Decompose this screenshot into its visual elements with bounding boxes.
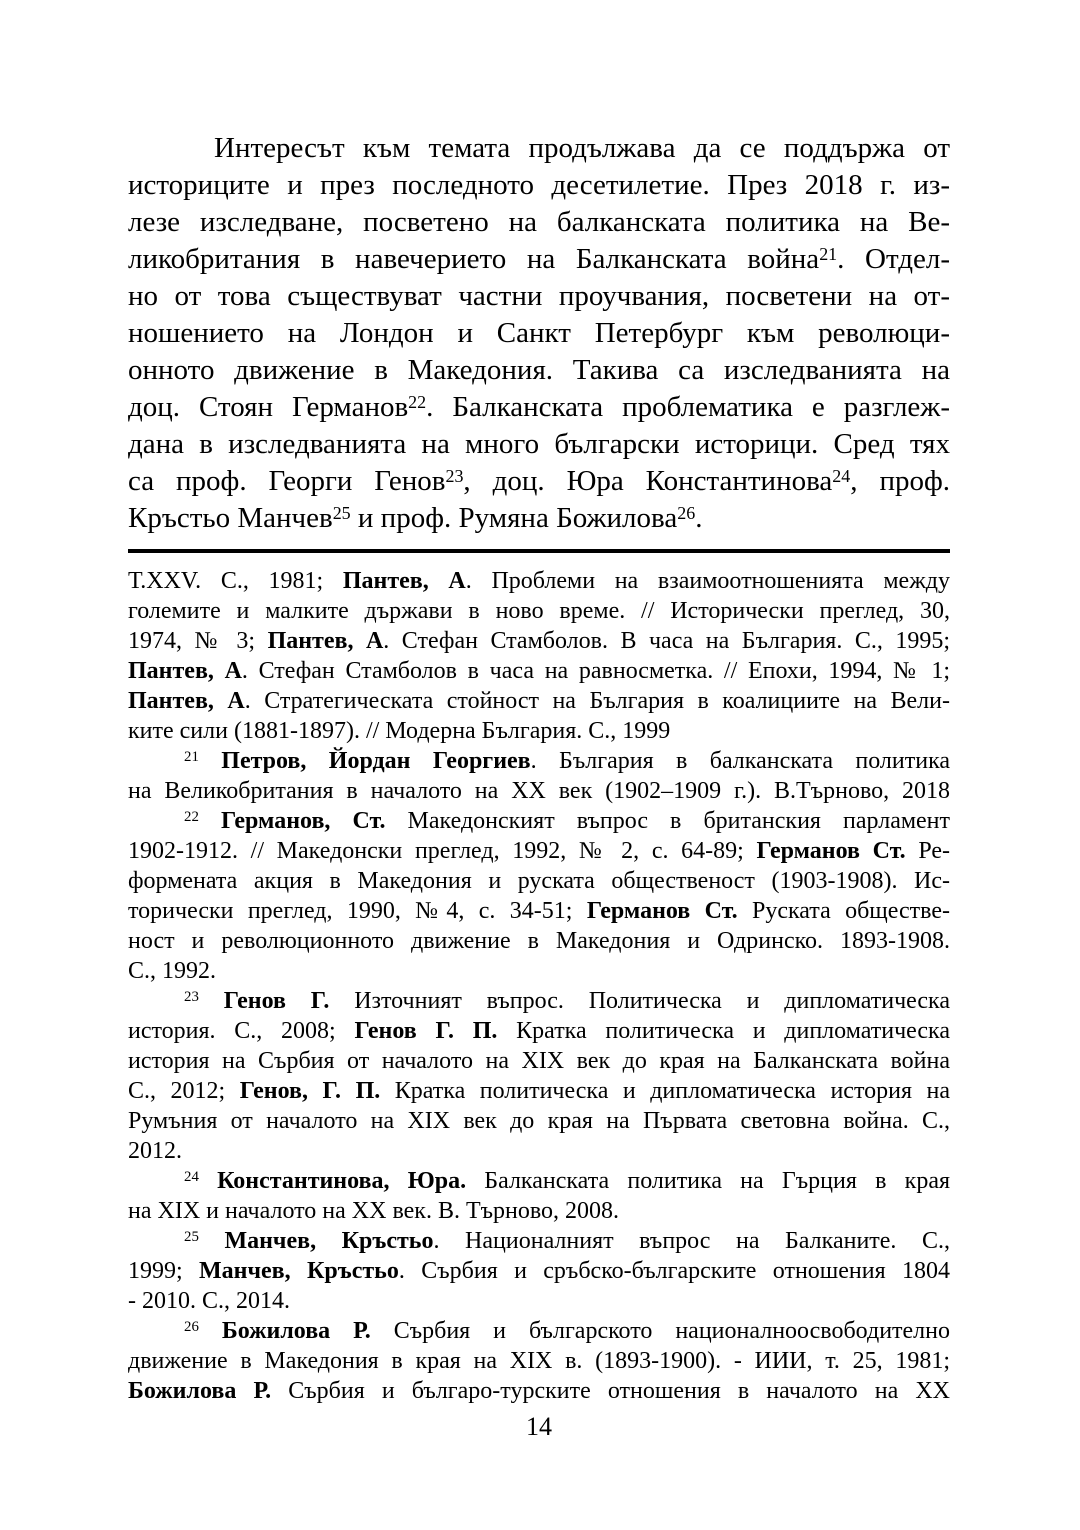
body-text-line — [128, 463, 950, 500]
text-run: Генов Г. — [223, 988, 330, 1014]
footnote-line — [128, 956, 950, 986]
text-run: Кратка политическа и дипломатическа история на — [380, 1078, 951, 1104]
text-run — [199, 1168, 217, 1194]
footnote-ref: 24 — [184, 1169, 199, 1186]
text-run: Германов, Ст. — [220, 808, 386, 834]
footnote-ref: 23 — [184, 989, 199, 1006]
text-run: Божилова Р. — [128, 1378, 272, 1404]
text-run: история на Сърбия от началото на XIX век до края на Балканската война — [128, 1048, 950, 1074]
text-run: . Стефан Стамболов в часа на равносметка. // Епохи, 1994, № 1; — [241, 658, 951, 684]
page-number: 14 — [526, 1412, 552, 1441]
footnote-line — [128, 926, 950, 956]
footnote-line — [128, 1286, 950, 1316]
body-text-line — [128, 167, 950, 204]
text-run: . Сърбия и сръбско-българските отношения 1804 — [398, 1258, 950, 1284]
text-run: . — [695, 502, 703, 534]
text-run: Германов Ст. — [756, 838, 906, 864]
footnote-line — [128, 1376, 950, 1406]
text-run — [199, 988, 224, 1014]
text-run: Константинова, Юра. — [217, 1168, 467, 1194]
text-run: . Стефан Стамболов. В часа на България. С., 1995; — [383, 628, 951, 654]
text-run: Македонският въпрос в британския парламент — [385, 808, 951, 834]
text-run: . България в балканската политика — [530, 748, 951, 774]
footnote-line — [128, 1016, 950, 1046]
body-text — [128, 130, 950, 537]
text-run: Кратка политическа и дипломатическа — [497, 1018, 951, 1044]
text-run: Т.XXV. С., 1981; — [128, 568, 343, 594]
text-run: историците и през последното десетилетие. През 2018 г. из- — [128, 169, 950, 201]
footnote-ref: 23 — [445, 465, 464, 486]
text-run: . Отдел- — [837, 243, 950, 275]
text-run: Кръстьо Манчев — [128, 502, 333, 534]
text-run: история. С., 2008; — [128, 1018, 355, 1044]
footnotes-section — [128, 566, 950, 1406]
footnote-ref: 26 — [184, 1319, 199, 1336]
text-run: Манчев, Кръстьо — [224, 1228, 434, 1254]
text-run: ликобритания в навечерието на Балканската война — [128, 243, 820, 275]
text-run: Сърбия и българо-турските отношения в началото на ХХ — [271, 1378, 950, 1404]
text-run: на XIX и началото на ХХ век. В. Търново, 2008. — [128, 1198, 620, 1224]
body-text-line — [128, 426, 950, 463]
footnote-line — [128, 776, 950, 806]
text-run: на Великобритания в началото на ХХ век (1902–1909 г.). В.Търново, 2018 — [128, 778, 950, 804]
footnote-ref: 25 — [332, 502, 351, 523]
footnote-ref: 22 — [408, 391, 427, 412]
text-run: Интересът към темата продължава да се поддържа от — [214, 132, 950, 164]
body-text-line — [128, 500, 950, 537]
text-run — [199, 1228, 225, 1254]
text-run: доц. Стоян Германов — [128, 391, 409, 423]
text-run: торически преглед, 1990, №4, с. 34-51; — [128, 898, 587, 924]
footnote-line — [128, 1256, 950, 1286]
text-run: 1974, № 3; — [128, 628, 268, 654]
text-run: ност и революционното движение в Македония и Одринско. 1893-1908. — [128, 928, 950, 954]
footnote-line — [128, 806, 950, 836]
body-text-line — [128, 278, 950, 315]
body-text-line — [128, 352, 950, 389]
footnote-line — [128, 596, 950, 626]
text-run: Божилова Р. — [221, 1318, 371, 1344]
text-run: движение в Македония в края на XIX в. (1893-1900). - ИИИ, т. 25, 1981; — [128, 1348, 950, 1374]
text-run: , доц. Юра Константинова — [463, 465, 833, 497]
footnote-line — [128, 1136, 950, 1166]
footnote-line — [128, 1076, 950, 1106]
text-run: Германов Ст. — [586, 898, 738, 924]
footnote-line — [128, 1346, 950, 1376]
text-run: Пантев, А — [267, 628, 384, 654]
footnote-line — [128, 1316, 950, 1346]
footnote-line — [128, 1226, 950, 1256]
text-run: Пантев, А — [342, 568, 466, 594]
footnote-line — [128, 1166, 950, 1196]
footnote-ref: 21 — [184, 749, 199, 766]
text-run: С., 1992. — [128, 958, 217, 984]
footnote-line — [128, 686, 950, 716]
body-text-line — [128, 130, 950, 167]
footnote-line — [128, 836, 950, 866]
text-run: Пантев, А — [128, 688, 245, 714]
footnote-line — [128, 716, 950, 746]
text-run: и проф. Румяна Божилова — [350, 502, 678, 534]
text-run: . Националният въпрос на Балканите. С., — [433, 1228, 950, 1254]
body-text-line — [128, 389, 950, 426]
text-run — [199, 808, 221, 834]
text-run: формената акция в Македония и руската общественост (1903-1908). Ис- — [128, 868, 950, 894]
footnote-ref: 21 — [819, 243, 838, 264]
text-run: големите и малките държави в ново време. // Исторически преглед, 30, — [128, 598, 950, 624]
text-run — [199, 748, 221, 774]
text-run: ношението на Лондон и Санкт Петербург към революци- — [128, 317, 950, 349]
text-run: но от това съществуват частни проучвания, посветени на от- — [128, 280, 950, 312]
text-run: 1902-1912. // Македонски преглед, 1992, № 2, с. 64-89; — [128, 838, 757, 864]
text-run: Балканската политика на Гърция в края — [466, 1168, 951, 1194]
body-text-line — [128, 241, 950, 278]
text-run: - 2010. С., 2014. — [128, 1288, 290, 1314]
footnote-line — [128, 626, 950, 656]
body-text-line — [128, 204, 950, 241]
text-run: . Стратегическата стойност на България в коалициите на Вели- — [244, 688, 950, 714]
text-run: Сърбия и българското националноосвободително — [370, 1318, 951, 1344]
footnote-line — [128, 1046, 950, 1076]
text-run: лезе изследване, посветено на балканската политика на Ве- — [128, 206, 950, 238]
footnote-ref: 24 — [832, 465, 851, 486]
footnote-line — [128, 986, 950, 1016]
footnote-line — [128, 1106, 950, 1136]
footnote-separator — [128, 549, 950, 553]
footnote-line — [128, 566, 950, 596]
text-run: Генов, Г. П. — [239, 1078, 381, 1104]
text-run: ките сили (1881-1897). // Модерна България. С., 1999 — [128, 718, 671, 744]
footnote-line — [128, 866, 950, 896]
text-run: Пантев, А — [128, 658, 242, 684]
text-run: дана в изследванията на много български историци. Сред тях — [128, 428, 950, 460]
text-run — [199, 1318, 222, 1344]
text-run: 2012. — [128, 1138, 182, 1164]
text-run: , проф. — [850, 465, 951, 497]
text-run: онното движение в Македония. Такива са изследванията на — [128, 354, 950, 386]
footnote-ref: 25 — [184, 1229, 199, 1246]
body-text-line — [128, 315, 950, 352]
text-run: Източният въпрос. Политическа и дипломатическа — [329, 988, 951, 1014]
text-run: Петров, Йордан Георгиев — [221, 748, 531, 774]
footnote-line — [128, 746, 950, 776]
footnote-ref: 26 — [677, 502, 696, 523]
text-run: Генов Г. П. — [354, 1018, 498, 1044]
text-run: са проф. Георги Генов — [128, 465, 446, 497]
text-run: Руската обществе- — [737, 898, 951, 924]
footnote-ref: 22 — [184, 809, 199, 826]
text-run: Румъния от началото на XIX век до края на Първата световна война. С., — [128, 1108, 950, 1134]
text-run: Ре- — [905, 838, 950, 864]
text-run: Манчев, Кръстьо — [199, 1258, 399, 1284]
footnote-line — [128, 656, 950, 686]
footnote-line — [128, 896, 950, 926]
text-run: . Проблеми на взаимоотношенията между — [465, 568, 950, 594]
text-run: . Балканската проблематика е разглеж- — [426, 391, 950, 423]
footnote-line — [128, 1196, 950, 1226]
text-run: С., 2012; — [128, 1078, 240, 1104]
text-run: 1999; — [128, 1258, 200, 1284]
